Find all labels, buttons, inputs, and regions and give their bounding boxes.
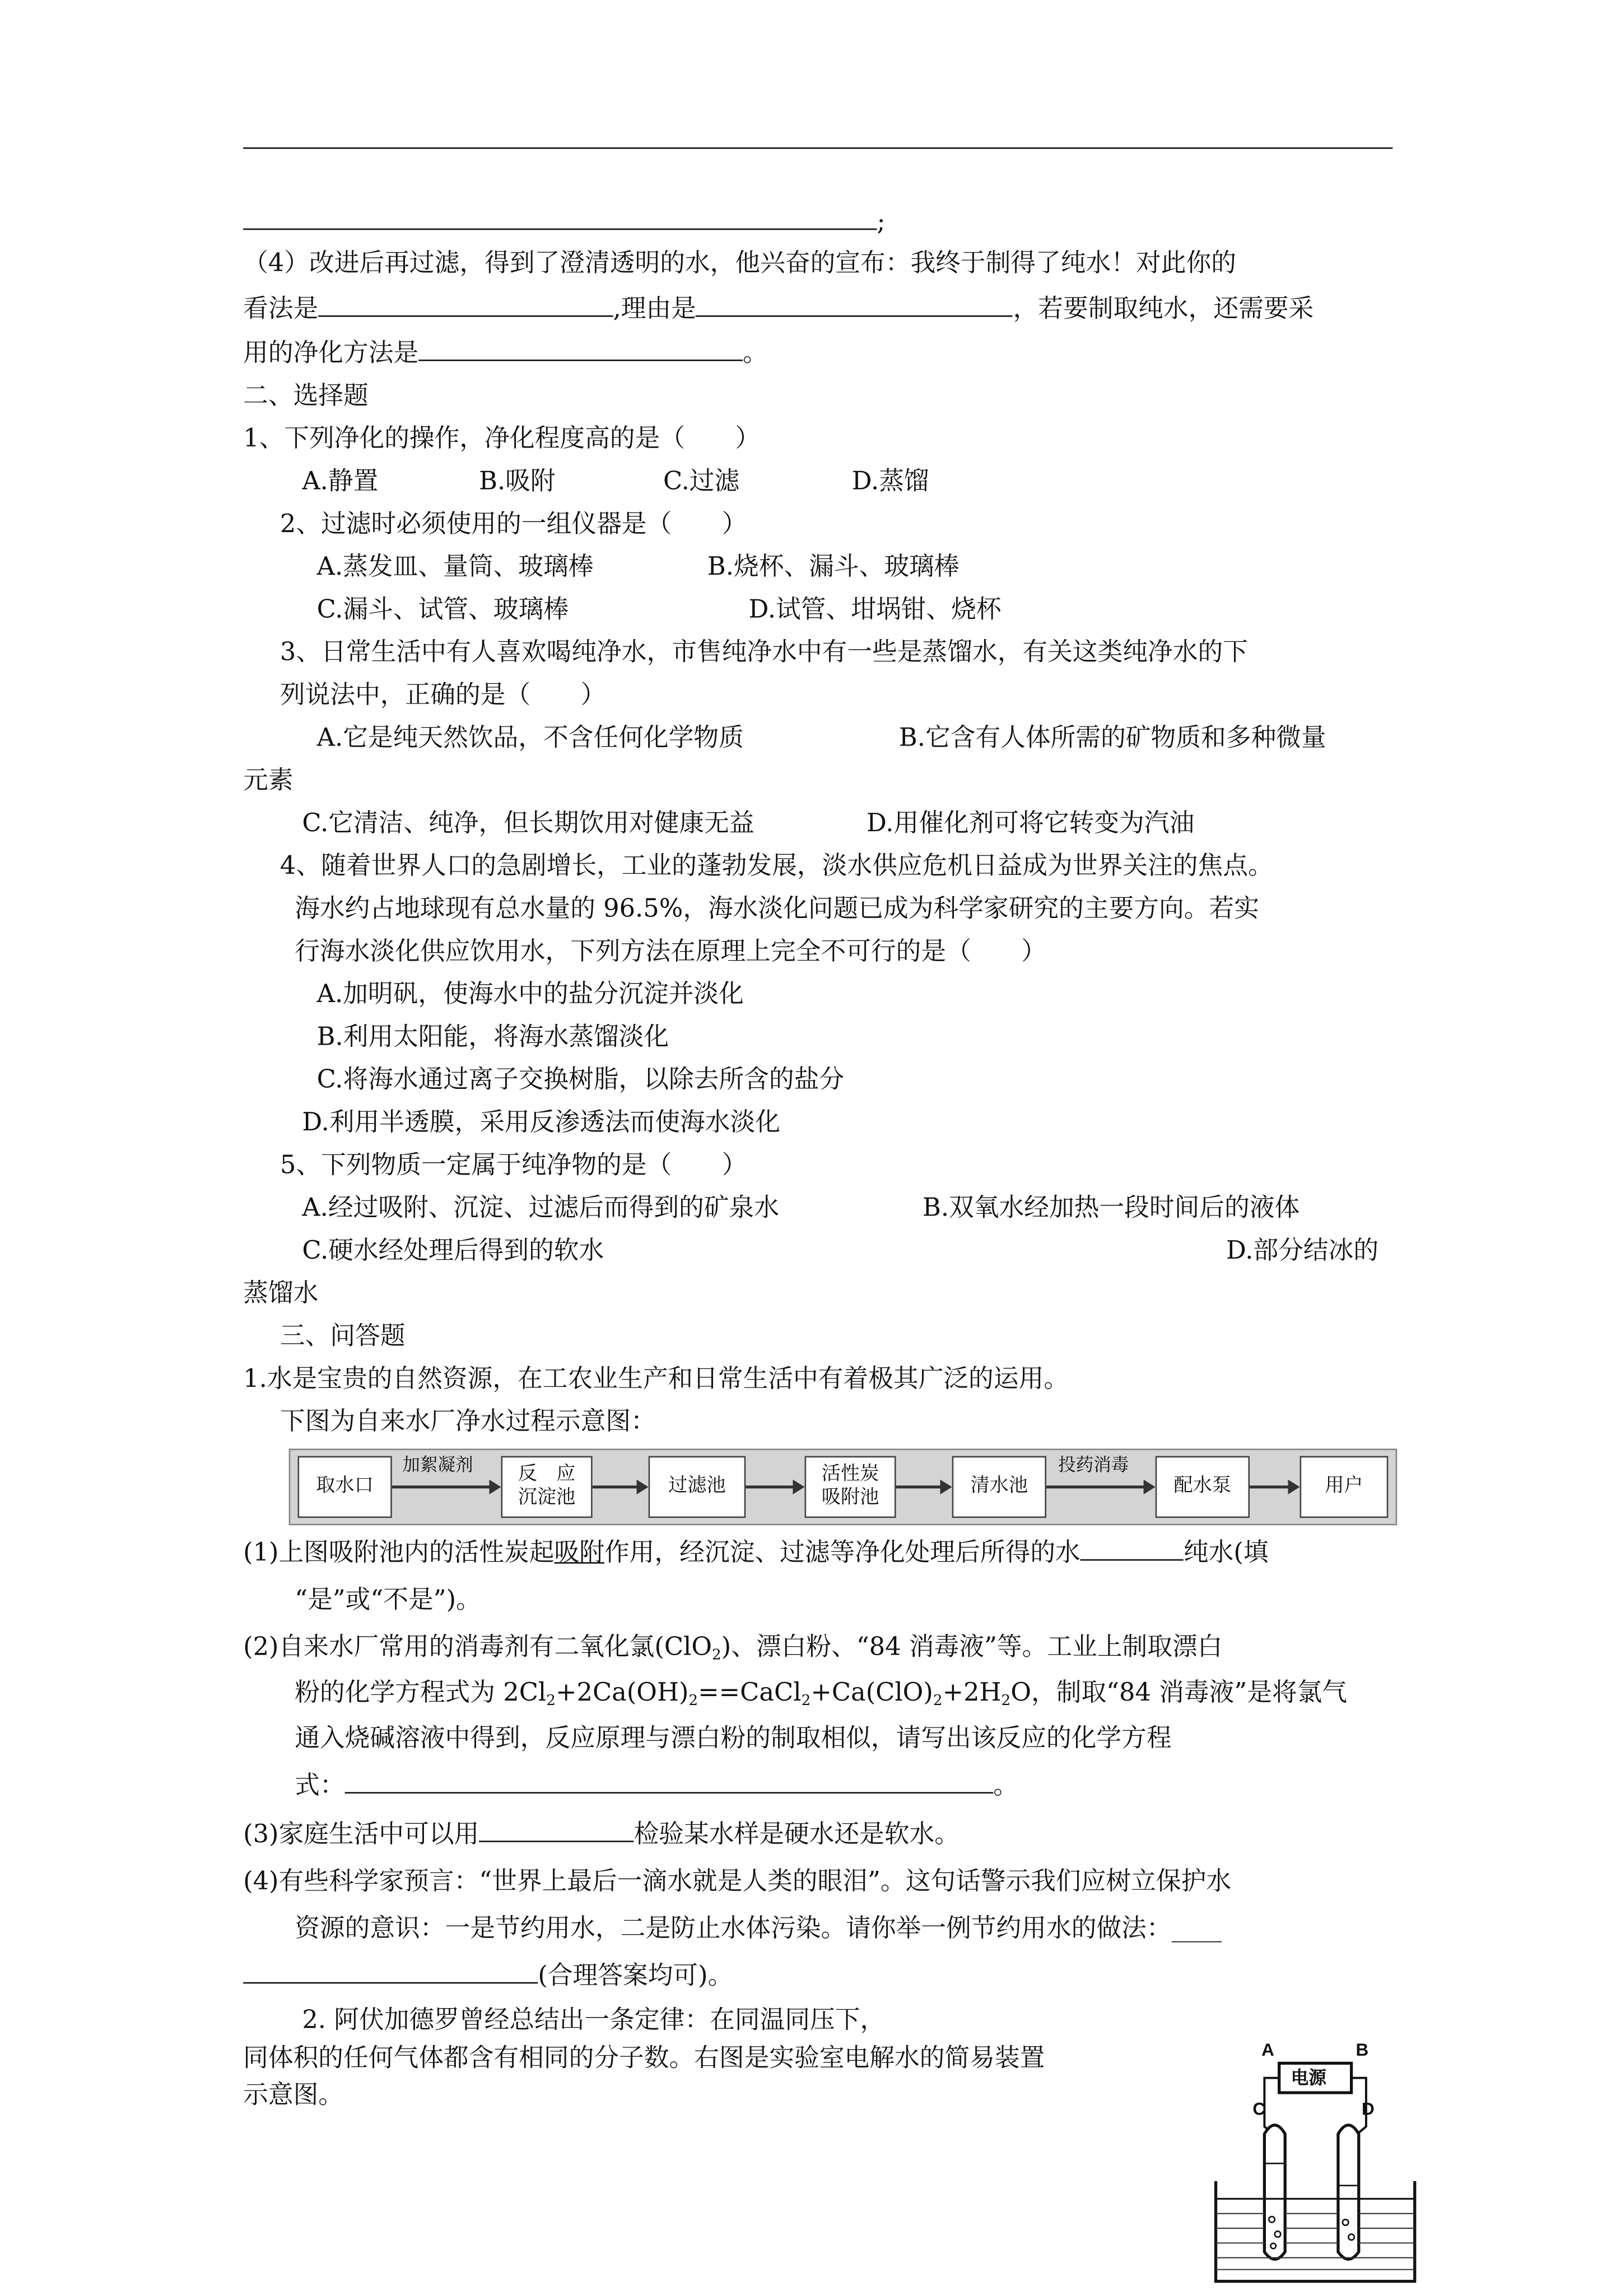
flow-arrow	[1250, 1485, 1297, 1488]
pure-water-blank[interactable]	[1080, 1539, 1184, 1561]
hard-water-test-blank[interactable]	[479, 1820, 634, 1842]
reason-blank[interactable]	[696, 295, 1013, 316]
section-title-choice: 二、选择题	[243, 381, 369, 412]
mc2-stem: 2、过滤时必须使用的一组仪器是（ ）	[280, 510, 747, 539]
apparatus-power-label: 电源	[1291, 2067, 1326, 2089]
apparatus-label-b: B	[1356, 2039, 1369, 2061]
mc1-option-b[interactable]: B.吸附	[479, 467, 556, 497]
apparatus-label-a: A	[1261, 2039, 1274, 2061]
opinion-blank[interactable]	[318, 295, 613, 316]
mc3-option-c[interactable]: C.它清洁、纯净，但长期饮用对健康无益	[302, 809, 754, 839]
flow-box-pump: 配水泵	[1156, 1456, 1250, 1518]
save-water-blank[interactable]	[243, 1962, 538, 1983]
mc4-stem-line2: 海水约占地球现有总水量的 96.5%，海水淡化问题已成为科学家研究的主要方向。若实	[295, 895, 1259, 924]
qa2-line1: 2. 阿伏加德罗曾经总结出一条定律：在同温同压下，	[302, 2005, 886, 2036]
qa1-part4-line1: (4)有些科学家预言：“世界上最后一滴水就是人类的眼泪”。这句话警示我们应树立保护水	[243, 1867, 1232, 1897]
mc1-stem: 1、下列净化的操作，净化程度高的是（ ）	[243, 424, 761, 454]
mc2-option-b[interactable]: B.烧杯、漏斗、玻璃棒	[707, 552, 959, 583]
answer-line-carryover: ;	[243, 206, 885, 239]
flow-arrow	[593, 1485, 646, 1488]
mc5-stem: 5、下列物质一定属于纯净物的是（ ）	[280, 1151, 747, 1181]
q4-line2: 看法是 ,理由是 ，若要制取纯水，还需要采	[243, 295, 1314, 324]
flow-arrow	[746, 1485, 802, 1488]
qa2-line2: 同体积的任何气体都含有相同的分子数。右图是实验室电解水的简易装置	[243, 2044, 1045, 2074]
flow-arrow	[392, 1485, 498, 1488]
mc2-option-c[interactable]: C.漏斗、试管、玻璃棒	[316, 595, 569, 625]
qa1-part1-line2: “是”或“不是”)。	[295, 1585, 481, 1615]
mc5-option-d-cont: 蒸馏水	[243, 1279, 319, 1309]
flow-box-sedimentation: 反 应 沉淀池	[501, 1456, 593, 1518]
flow-box-user: 用户	[1300, 1456, 1389, 1518]
flow-box-clear-water: 清水池	[952, 1456, 1046, 1518]
mc3-option-b-cont: 元素	[243, 766, 294, 796]
answer-blank[interactable]	[243, 208, 877, 230]
flow-label-disinfect: 投药消毒	[1058, 1454, 1129, 1475]
qa2-line3: 示意图。	[243, 2080, 344, 2111]
qa1-figure-caption: 下图为自来水厂净水过程示意图：	[280, 1407, 656, 1437]
qa1-part2-line4: 式： 。	[295, 1771, 1019, 1801]
flow-box-filter: 过滤池	[649, 1456, 746, 1518]
qa1-part4-line3: (合理答案均可)。	[243, 1960, 733, 1992]
q4-line1: （4）改进后再过滤，得到了澄清透明的水，他兴奋的宣布：我终于制得了纯水！对此你的	[243, 249, 1236, 279]
mc5-option-a[interactable]: A.经过吸附、沉淀、过滤后而得到的矿泉水	[302, 1194, 779, 1223]
mc2-option-d[interactable]: D.试管、坩埚钳、烧杯	[748, 595, 1002, 625]
mc5-option-d[interactable]: D.部分结冰的	[1226, 1236, 1379, 1266]
mc4-option-c[interactable]: C.将海水通过离子交换树脂，以除去所含的盐分	[316, 1065, 845, 1095]
qa1-part2-line1: (2)自来水厂常用的消毒剂有二氧化氯(ClO$_2$)、漂白粉、“84 消毒液”等。工业上制取漂白	[243, 1633, 1223, 1664]
mc3-stem-line2: 列说法中，正确的是（ ）	[280, 681, 606, 711]
flow-label-flocculant: 加絮凝剂	[402, 1454, 473, 1475]
water-purification-flow-diagram	[289, 1449, 1398, 1525]
method-blank[interactable]	[418, 339, 743, 361]
qa1-part2-line3: 通入烧碱溶液中得到，反应原理与漂白粉的制取相似，请写出该反应的化学方程	[295, 1724, 1172, 1754]
mc3-option-a[interactable]: A.它是纯天然饮品，不含任何化学物质	[316, 723, 744, 753]
mc4-stem-line3: 行海水淡化供应饮用水，下列方法在原理上完全不可行的是（ ）	[295, 937, 1047, 967]
apparatus-label-d: D	[1362, 2098, 1375, 2120]
flow-arrow	[1046, 1485, 1152, 1488]
flow-box-activated-carbon: 活性炭 吸附池	[805, 1456, 896, 1518]
mc4-option-d[interactable]: D.利用半透膜，采用反渗透法而使海水淡化	[302, 1108, 780, 1138]
qa1-part4-line2: 资源的意识：一是节约用水，二是防止水体污染。请你举一例节约用水的做法：____	[295, 1914, 1222, 1944]
mc3-stem-line1: 3、日常生活中有人喜欢喝纯净水，市售纯净水中有一些是蒸馏水，有关这类纯净水的下	[280, 638, 1249, 668]
mc4-option-b[interactable]: B.利用太阳能，将海水蒸馏淡化	[316, 1022, 669, 1052]
section-title-qa: 三、问答题	[280, 1322, 406, 1352]
mc1-option-c[interactable]: C.过滤	[663, 467, 740, 497]
mc1-option-d[interactable]: D.蒸馏	[851, 467, 929, 497]
mc3-option-b[interactable]: B.它含有人体所需的矿物质和多种微量	[898, 723, 1326, 753]
apparatus-label-c: C	[1252, 2098, 1266, 2120]
mc3-option-d[interactable]: D.用催化剂可将它转变为汽油	[867, 809, 1195, 839]
electrolysis-apparatus-figure	[1208, 2039, 1422, 2289]
equation-blank[interactable]	[345, 1771, 994, 1793]
mc4-option-a[interactable]: A.加明矾，使海水中的盐分沉淀并淡化	[316, 980, 744, 1010]
mc1-option-a[interactable]: A.静置	[302, 467, 379, 497]
qa1-intro: 1.水是宝贵的自然资源，在工农业生产和日常生活中有着极其广泛的运用。	[243, 1364, 1069, 1394]
qa1-part1-line1: (1)上图吸附池内的活性炭起吸附作用，经沉淀、过滤等净化处理后所得的水 纯水(填	[243, 1538, 1269, 1568]
mc4-stem-line1: 4、随着世界人口的急剧增长，工业的蓬勃发展，淡水供应危机日益成为世界关注的焦点。	[280, 851, 1273, 882]
qa1-part3: (3)家庭生活中可以用 检验某水样是硬水还是软水。	[243, 1820, 960, 1850]
mc2-option-a[interactable]: A.蒸发皿、量筒、玻璃棒	[316, 552, 594, 583]
header-rule	[243, 147, 1392, 149]
mc5-option-b[interactable]: B.双氧水经加热一段时间后的液体	[923, 1194, 1300, 1223]
flow-arrow	[896, 1485, 949, 1488]
mc5-option-c[interactable]: C.硬水经处理后得到的软水	[302, 1236, 604, 1266]
flow-box-intake: 取水口	[297, 1456, 392, 1518]
qa1-part2-equation-line: 粉的化学方程式为 $2Cl_2+2Ca(OH)_2==CaCl_2+Ca(ClO)_2+2H_2O$，制取“84 消毒液”是将氯气	[295, 1678, 1348, 1710]
q4-line3: 用的净化方法是 。	[243, 339, 768, 369]
